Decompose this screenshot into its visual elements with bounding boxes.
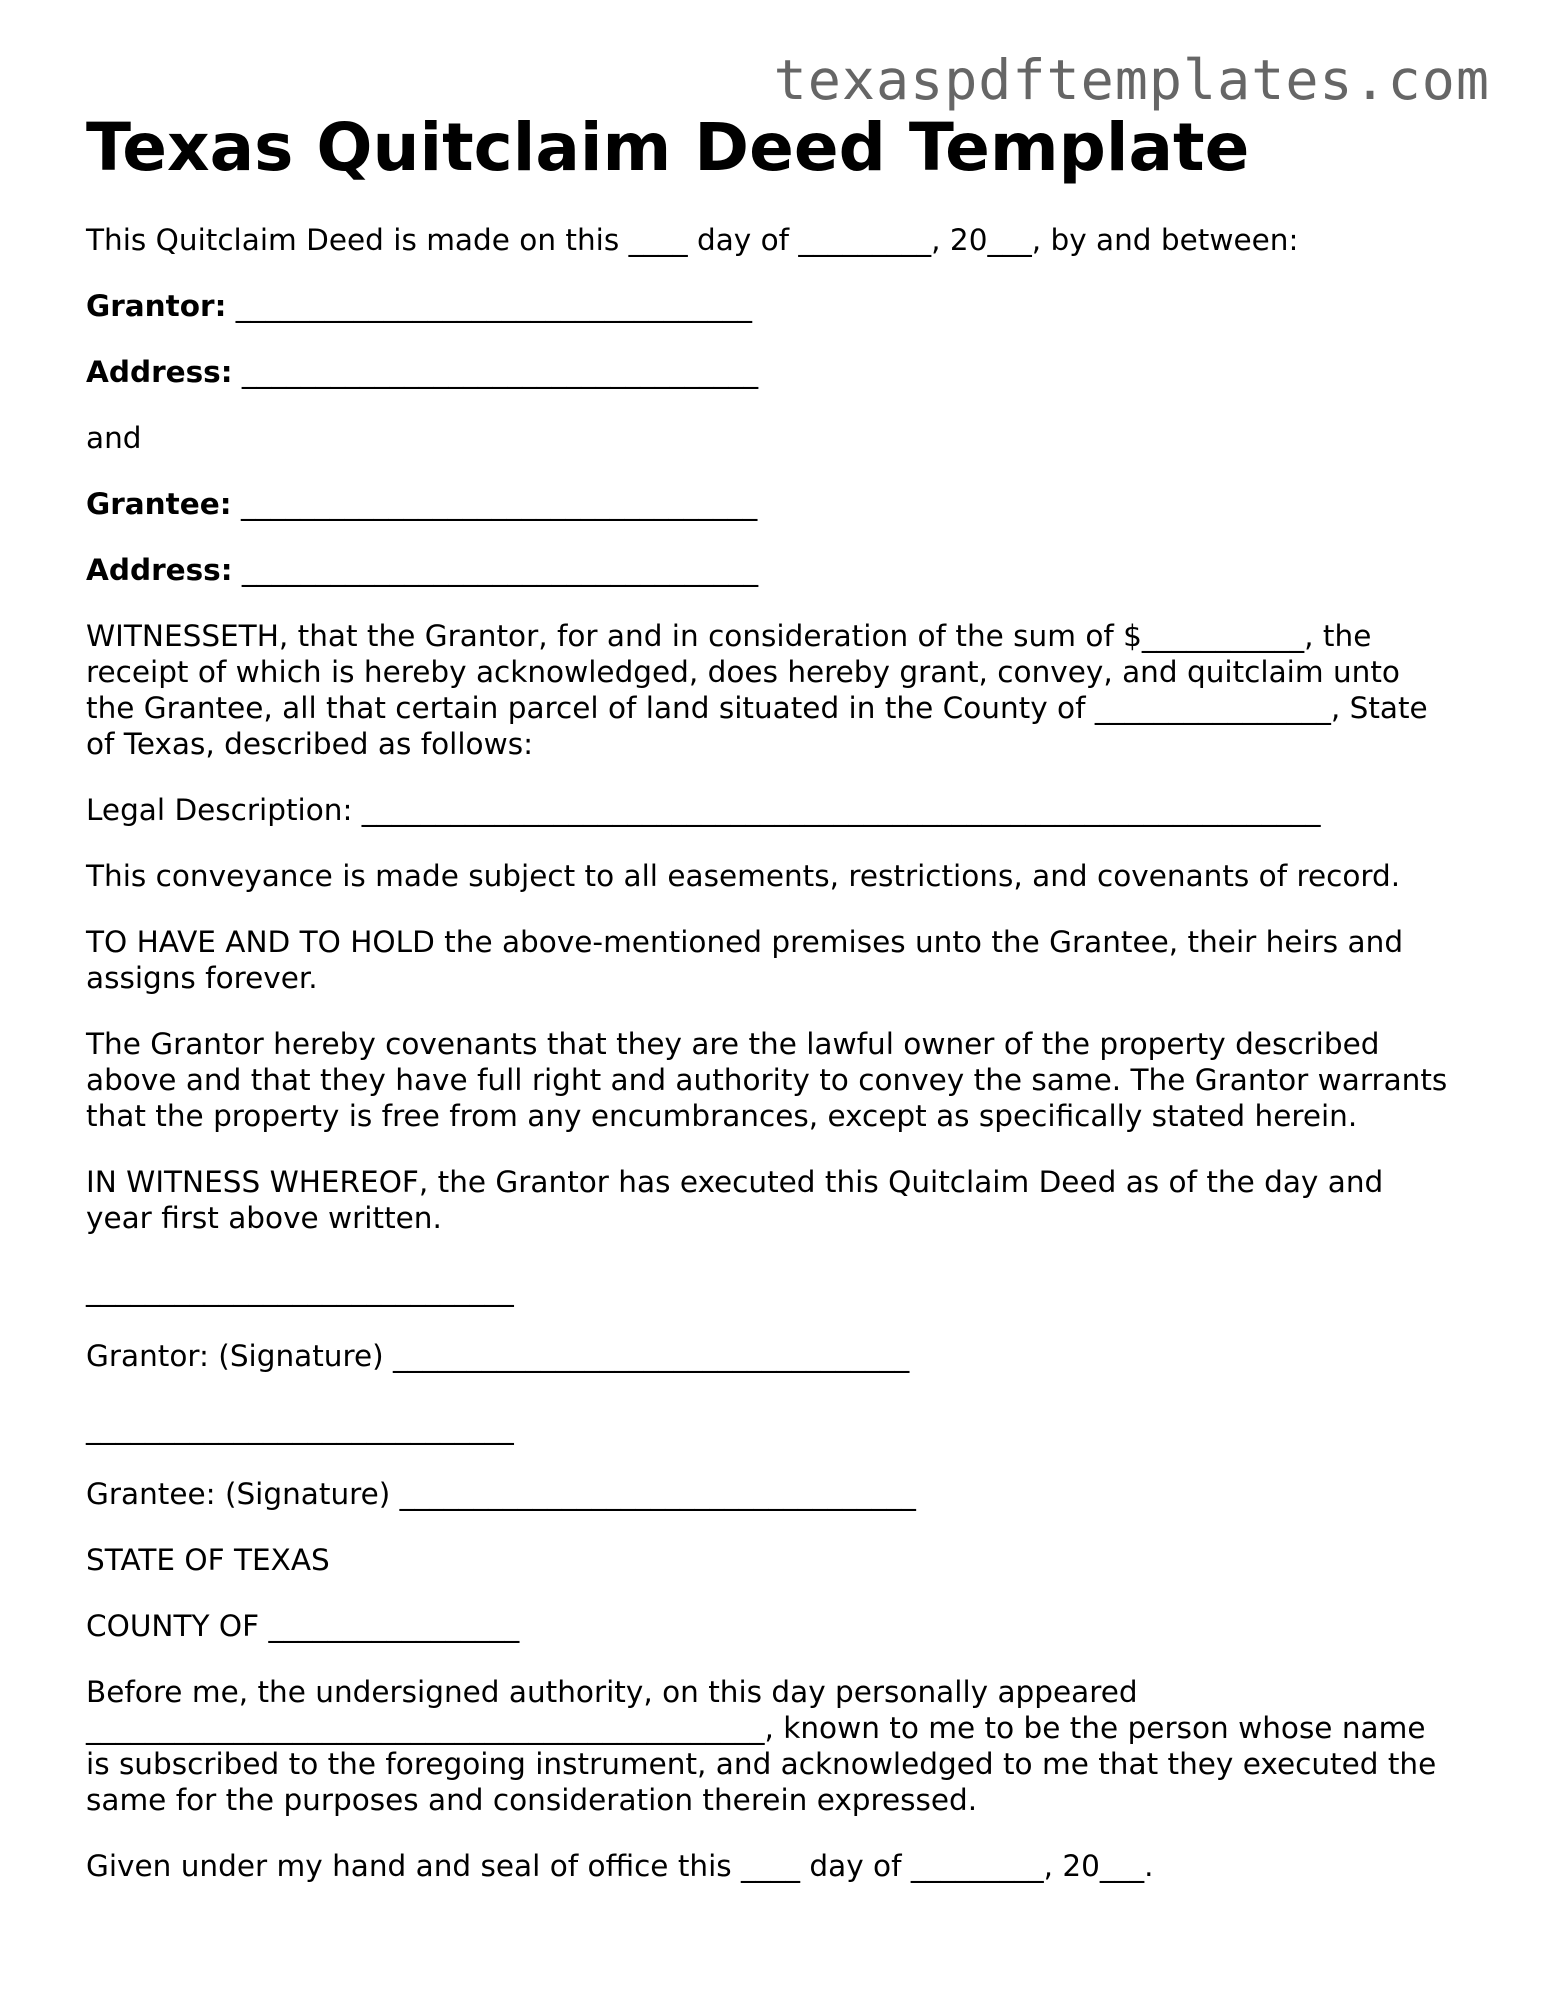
grantee-label: Grantee: xyxy=(86,487,232,521)
signature-blank-2: _____________________________ xyxy=(86,1411,514,1445)
grantor-address-line xyxy=(86,354,1456,390)
grantee-line xyxy=(86,486,1456,522)
signature-blank-1: _____________________________ xyxy=(86,1273,514,1307)
legal-description-line: Legal Description: _________________________________________________________________ xyxy=(86,793,1321,827)
conveyance-paragraph: This conveyance is made subject to all easements, restrictions, and covenants of record. xyxy=(86,859,1401,893)
and-text: and xyxy=(86,421,142,455)
witnesseth-paragraph: WITNESSETH, that the Grantor, for and in consideration of the sum of $___________, the receipt of which is hereby acknowledged, does hereby grant, convey, and quitclaim unto the Grantee, all that certain parcel of land situated in the County of ________________, State of Texas, described as follows: xyxy=(86,619,1438,761)
county-line: COUNTY OF _________________ xyxy=(86,1609,520,1643)
grantor-address-blank: ___________________________________ xyxy=(232,355,759,389)
grantor-signature-line: Grantor: (Signature) ___________________________________ xyxy=(86,1339,910,1373)
state-heading: STATE OF TEXAS xyxy=(86,1543,330,1577)
habendum-paragraph: TO HAVE AND TO HOLD the above-mentioned premises unto the Grantee, their heirs and assigns forever. xyxy=(86,925,1413,995)
grantee-blank: ___________________________________ xyxy=(231,487,758,521)
grantee-address-blank: ___________________________________ xyxy=(232,553,759,587)
in-witness-paragraph: IN WITNESS WHEREOF, the Grantor has executed this Quitclaim Deed as of the day and year first above written. xyxy=(86,1165,1393,1235)
covenant-paragraph: The Grantor hereby covenants that they are the lawful owner of the property described above and that they have full right and authority to convey the same. The Grantor warrants that the property is free from any encumbrances, except as specifically stated herein. xyxy=(86,1027,1457,1133)
grantor-line xyxy=(86,288,1456,324)
grantee-signature-line: Grantee: (Signature) ___________________________________ xyxy=(86,1477,916,1511)
watermark: texaspdftemplates.com xyxy=(773,48,1490,112)
given-under-line: Given under my hand and seal of office this ____ day of _________, 20___. xyxy=(86,1849,1154,1883)
grantee-address-label: Address: xyxy=(86,553,233,587)
intro-paragraph: This Quitclaim Deed is made on this ____ day of _________, 20___, by and between: xyxy=(86,223,1299,257)
document-title: Texas Quitclaim Deed Template xyxy=(86,109,1250,186)
grantee-address-line xyxy=(86,552,1456,588)
grantor-label: Grantor: xyxy=(86,289,227,323)
acknowledgment-paragraph: Before me, the undersigned authority, on this day personally appeared ______________________________________________, known to me to be the person whose name is subscribed to the foregoing instrument, and acknowledged to me that they executed the same for the purposes and consideration therein expressed. xyxy=(86,1675,1446,1817)
grantor-address-label: Address: xyxy=(86,355,233,389)
document-body xyxy=(86,222,1456,1914)
grantor-blank: ___________________________________ xyxy=(226,289,753,323)
